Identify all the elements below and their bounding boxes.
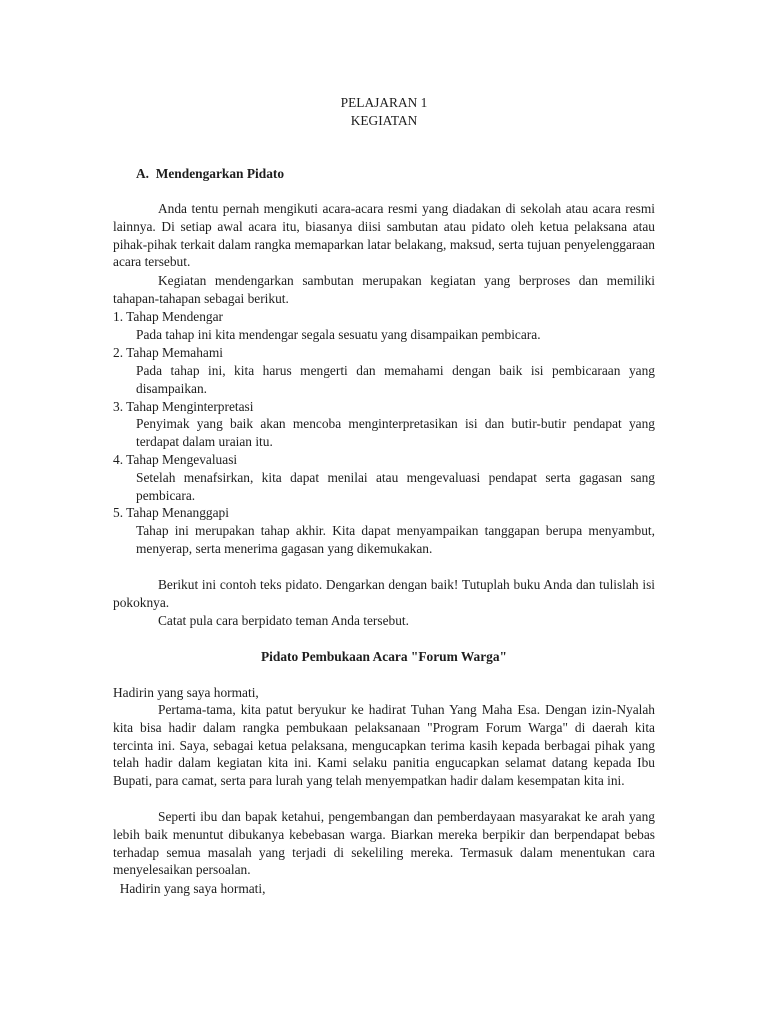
lesson-number: PELAJARAN 1	[340, 95, 428, 110]
step-3-title: 3. Tahap Menginterpretasi	[113, 399, 254, 414]
speech-greeting: Hadirin yang saya hormati,	[113, 685, 259, 700]
step-2-title: 2. Tahap Memahami	[113, 345, 224, 360]
step-4-title: 4. Tahap Mengevaluasi	[113, 452, 238, 467]
instruction-paragraph-1: Berikut ini contoh teks pidato. Dengarkan dengan baik! Tutuplah buku Anda dan tulislah isi pokoknya.	[113, 577, 655, 610]
step-5-desc: Tahap ini merupakan tahap akhir. Kita dapat menyampaikan tanggapan berupa menyambut, menyerap, serta menerima gagasan yang dikemukakan.	[136, 523, 655, 556]
speech-paragraph-1: Pertama-tama, kita patut beryukur ke hadirat Tuhan Yang Maha Esa. Dengan izin-Nyalah kita bisa hadir dalam rangka pembukaan pelaksanaan "Program Forum Warga" di daerah kita tercinta ini. Saya, sebagai ketua pelaksana, mengucapkan terima kasih kepada berbagai pihak yang telah hadir dalam kegiatan kita ini. Kami selaku panitia engucapkan selamat datang kepada Ibu Bupati, para camat, serta para lurah yang telah menyempatkan hadir dalam kesempatan kita ini.	[113, 702, 655, 789]
speech-greeting-2: Hadirin yang saya hormati,	[113, 881, 266, 896]
instruction-paragraph-2: Catat pula cara berpidato teman Anda tersebut.	[158, 613, 409, 628]
intro-paragraph-1: Anda tentu pernah mengikuti acara-acara resmi yang diadakan di sekolah atau acara resmi lainnya. Di setiap awal acara itu, biasanya diisi sambutan atau pidato oleh ketua pelaksana atau pihak-pihak terkait dalam rangka memaparkan latar belakang, maksud, serta tujuan penyelenggaraan acara tersebut.	[113, 201, 655, 270]
step-1-title: 1. Tahap Mendengar	[113, 309, 223, 324]
intro-paragraph-2: Kegiatan mendengarkan sambutan merupakan kegiatan yang berproses dan memiliki tahapan-tahapan sebagai berikut.	[113, 273, 655, 306]
step-1-desc: Pada tahap ini kita mendengar segala sesuatu yang disampaikan pembicara.	[136, 327, 541, 342]
step-3-desc: Penyimak yang baik akan mencoba menginterpretasikan isi dan butir-butir pendapat yang terdapat dalam uraian itu.	[136, 416, 655, 449]
speech-title: Pidato Pembukaan Acara "Forum Warga"	[261, 649, 507, 664]
step-5-title: 5. Tahap Menanggapi	[113, 505, 229, 520]
lesson-topic: KEGIATAN	[350, 113, 418, 128]
step-4-desc: Setelah menafsirkan, kita dapat menilai atau mengevaluasi pendapat serta gagasan sang pembicara.	[136, 470, 655, 503]
step-2-desc: Pada tahap ini, kita harus mengerti dan memahami dengan baik isi pembicaraan yang disampaikan.	[136, 363, 655, 396]
section-a-heading: A. Mendengarkan Pidato	[136, 166, 285, 181]
speech-paragraph-2: Seperti ibu dan bapak ketahui, pengembangan dan pemberdayaan masyarakat ke arah yang lebih baik menuntut dibukanya kebebasan warga. Biarkan mereka berpikir dan berpendapat bebas terhadap semua masalah yang terjadi di sekeliling mereka. Termasuk dalam menentukan cara menyelesaikan persoalan.	[113, 809, 655, 878]
